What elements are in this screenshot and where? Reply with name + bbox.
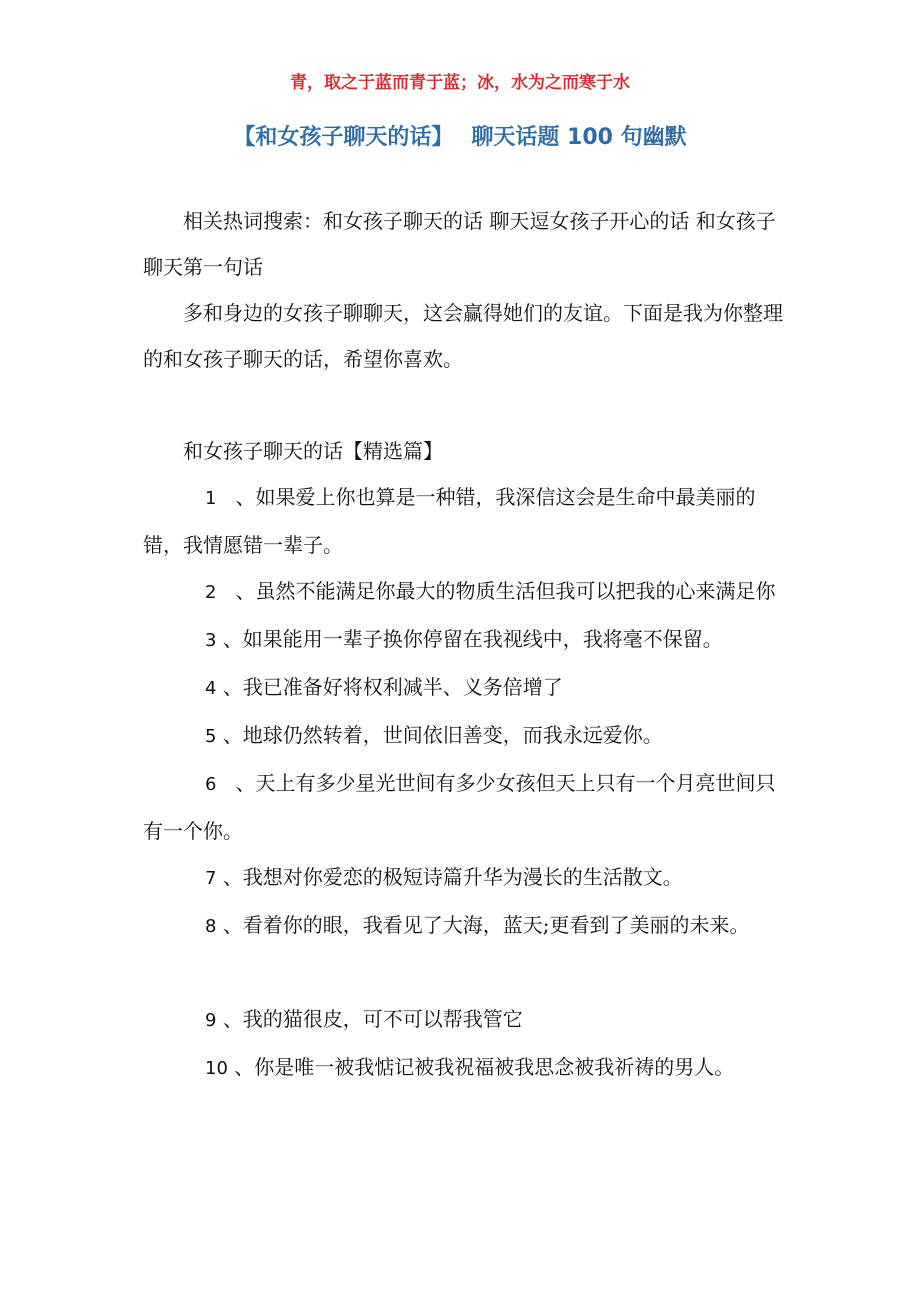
header-motto: 青，取之于蓝而青于蓝；冰，水为之而寒于水: [290, 73, 630, 93]
list-item: [143, 854, 793, 902]
item-text: 、你是唯一被我惦记被我祝福被我思念被我祈祷的男人。: [234, 1055, 735, 1079]
section-heading: 和女孩子聊天的话【精选篇】: [183, 439, 443, 463]
list-item: [143, 760, 793, 854]
item-number: 2: [205, 582, 217, 603]
list-item: [143, 712, 793, 760]
item-text: 、我的猫很皮，可不可以帮我管它: [222, 1007, 523, 1031]
list-item: [143, 568, 793, 616]
title-main: 【和女孩子聊天的话】: [233, 125, 454, 150]
list-item: [143, 474, 793, 568]
item-text: 、我想对你爱恋的极短诗篇升华为漫长的生活散文。: [222, 865, 683, 889]
item-text: 、如果爱上你也算是一种错，我深信这会是生命中最美丽的错，我情愿错一辈子。: [143, 485, 756, 557]
item-text: 、虽然不能满足你最大的物质生活但我可以把我的心来满足你: [235, 579, 776, 603]
item-number: 3: [205, 630, 217, 651]
list-item: [143, 902, 793, 950]
item-number: 6: [205, 774, 217, 795]
page-title: [0, 120, 920, 151]
list-item: [143, 996, 793, 1044]
paragraph-gap: [143, 950, 793, 996]
item-text: 、看着你的眼，我看见了大海，蓝天;更看到了美丽的未来。: [222, 913, 750, 937]
item-number: 1: [205, 488, 217, 509]
item-text: 、如果能用一辈子换你停留在我视线中，我将毫不保留。: [222, 627, 723, 651]
item-number: 10: [205, 1058, 228, 1079]
lead-paragraph: 多和身边的女孩子聊聊天，这会赢得她们的友谊。下面是我为你整理的和女孩子聊天的话，希望你喜欢。: [143, 301, 783, 371]
item-text: 、我已准备好将权利减半、义务倍增了: [222, 675, 563, 699]
article-body: [143, 198, 793, 1092]
item-number: 7: [205, 868, 217, 889]
list-item: [143, 1044, 793, 1092]
item-text: 、天上有多少星光世间有多少女孩但天上只有一个月亮世间只有一个你。: [143, 771, 776, 843]
keywords-paragraph: 相关热词搜索：和女孩子聊天的话 聊天逗女孩子开心的话 和女孩子聊天第一句话: [143, 209, 776, 279]
item-number: 5: [205, 726, 217, 747]
title-sub: 聊天话题 100 句幽默: [471, 125, 687, 150]
paragraph-gap: [143, 382, 793, 428]
item-number: 4: [205, 678, 217, 699]
item-number: 8: [205, 916, 217, 937]
item-number: 9: [205, 1010, 217, 1031]
list-item: [143, 616, 793, 664]
item-text: 、地球仍然转着，世间依旧善变，而我永远爱你。: [222, 723, 663, 747]
list-item: [143, 664, 793, 712]
